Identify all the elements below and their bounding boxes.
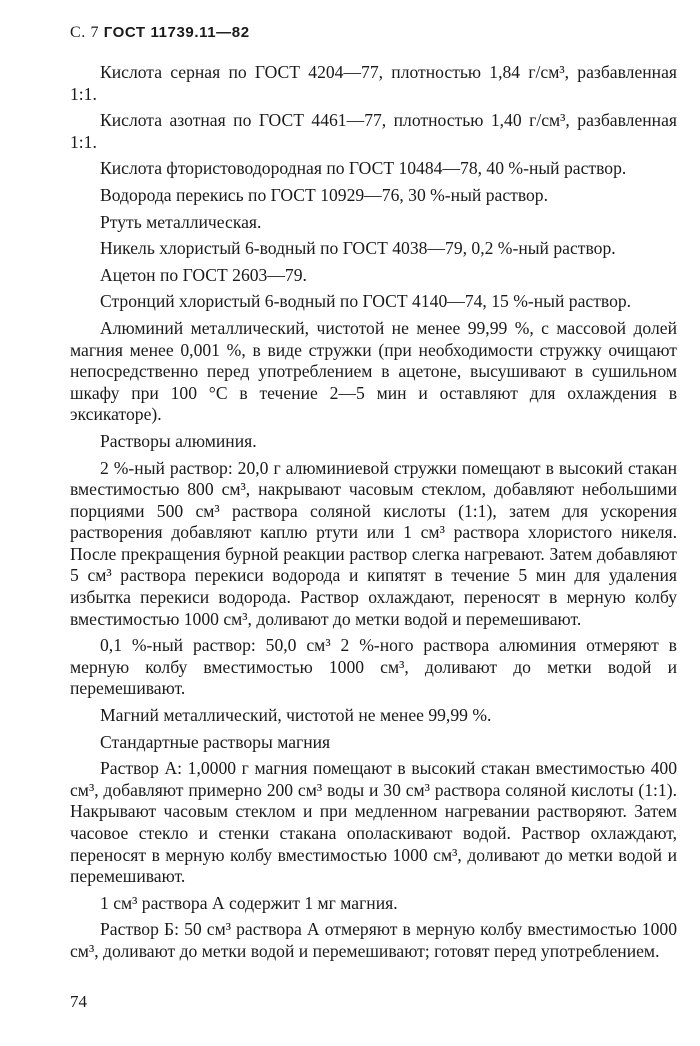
page-header (70, 24, 250, 42)
paragraph-aluminium-solutions-heading: Растворы алюминия. (100, 430, 257, 451)
paragraph-hydrogen-peroxide: Водорода перекись по ГОСТ 10929—76, 30 %-ный раствор. (100, 184, 548, 205)
paragraph-acetone: Ацетон по ГОСТ 2603—79. (100, 264, 307, 285)
standard-number: ГОСТ 11739.11—82 (103, 24, 250, 41)
page-number: 74 (70, 992, 87, 1011)
paragraph-solution-a-content: 1 см³ раствора А содержит 1 мг магния. (100, 892, 398, 913)
paragraph-aluminium-metal: Алюминий металлический, чистотой не менее 99,99 %, с массовой долей магния менее 0,001 %, в виде стружки (при необходимости стружку очищают непосредственно перед употреблением в ацетоне, высушивают в сушильном шкафу при 100 °С в течение 2—5 мин и оставляют для охлаждения в эксикаторе). (70, 317, 677, 425)
document-body (70, 62, 677, 968)
paragraph-aluminium-2pct-solution: 2 %-ный раствор: 20,0 г алюминиевой стружки помещают в высокий стакан вместимостью 800 см³, накрывают часовым стеклом, добавляют небольшими порциями 500 см³ раствора соляной кислоты (1:1), затем для ускорения растворения добавляют каплю ртути или 1 см³ раствора хлористого никеля. После прекращения бурной реакции раствор слегка нагревают. Затем добавляют 5 см³ раствора перекиси водорода и кипятят в течение 5 мин для удаления избытка перекиси водорода. Раствор охлаждают, переносят в мерную колбу вместимостью 1000 см³, доливают до метки водой и перемешивают. (70, 457, 677, 629)
paragraph-solution-a: Раствор А: 1,0000 г магния помещают в высокий стакан вместимостью 400 см³, добавляют примерно 200 см³ воды и 30 см³ раствора соляной кислоты (1:1). Накрывают часовым стеклом и при медленном нагревании растворяют. Затем часовое стекло и стенки стакана ополаскивают водой. Раствор охлаждают, переносят в мерную колбу вместимостью 1000 см³, доливают до метки водой и перемешивают. (70, 758, 677, 887)
paragraph-magnesium-standards-heading: Стандартные растворы магния (100, 731, 331, 752)
page-label: С. 7 (70, 24, 100, 41)
paragraph-nickel-chloride: Никель хлористый 6-водный по ГОСТ 4038—79, 0,2 %-ный раствор. (100, 238, 616, 259)
paragraph-hydrofluoric-acid: Кислота фтористоводородная по ГОСТ 10484—78, 40 %-ный раствор. (100, 158, 627, 179)
paragraph-magnesium-metal: Магний металлический, чистотой не менее 99,99 %. (100, 705, 492, 726)
paragraph-nitric-acid: Кислота азотная по ГОСТ 4461—77, плотностью 1,40 г/см³, разбавленная 1:1. (70, 110, 677, 152)
paragraph-solution-b: Раствор Б: 50 см³ раствора А отмеряют в мерную колбу вместимостью 1000 см³, доливают до метки водой и перемешивают; готовят перед употреблением. (70, 919, 677, 961)
paragraph-aluminium-0-1pct-solution: 0,1 %-ный раствор: 50,0 см³ 2 %-ного раствора алюминия отмеряют в мерную колбу вместимостью 1000 см³, доливают до метки водой и перемешивают. (70, 635, 677, 699)
paragraph-mercury: Ртуть металлическая. (100, 211, 262, 232)
paragraph-strontium-chloride: Стронций хлористый 6-водный по ГОСТ 4140—74, 15 %-ный раствор. (100, 291, 632, 312)
paragraph-sulfuric-acid: Кислота серная по ГОСТ 4204—77, плотностью 1,84 г/см³, разбавленная 1:1. (70, 62, 677, 104)
